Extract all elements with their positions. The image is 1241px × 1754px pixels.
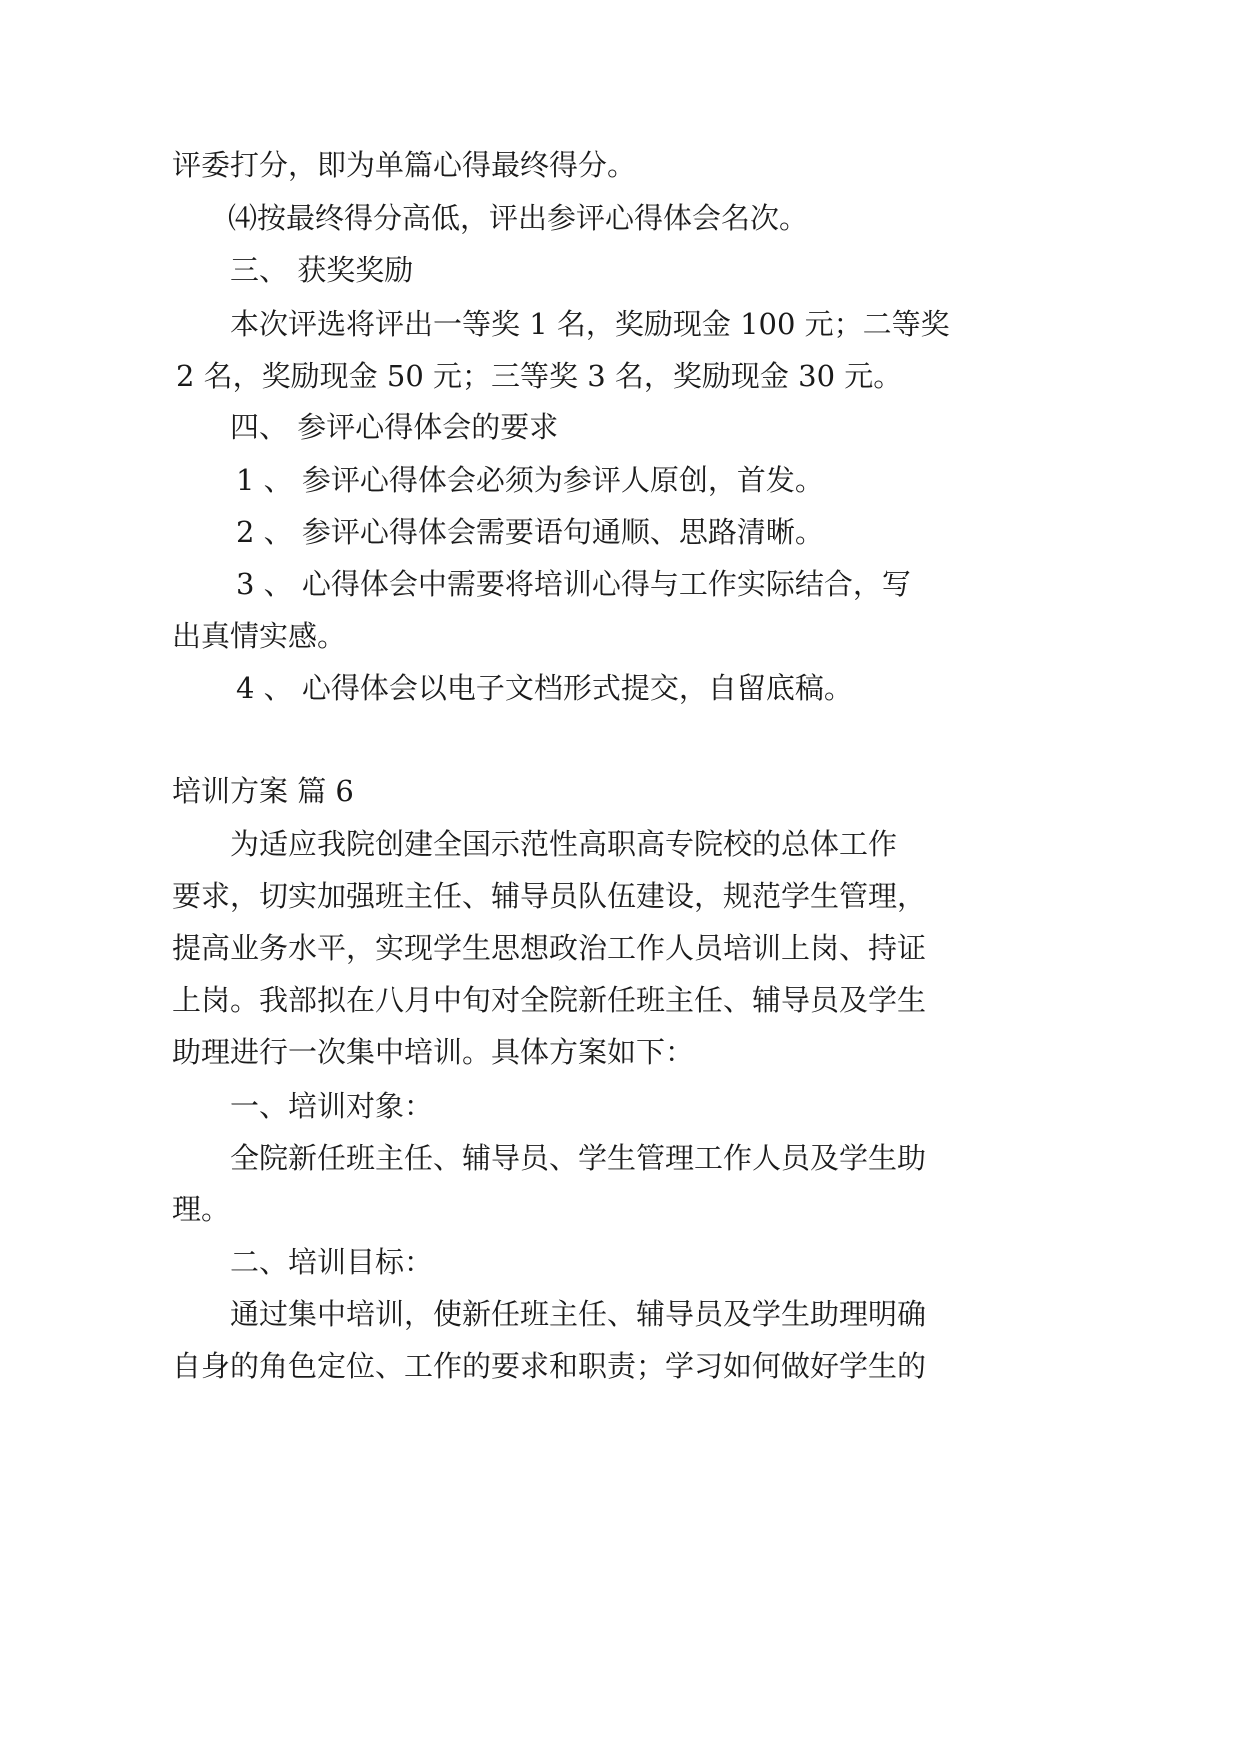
list-item: 1 、 参评心得体会必须为参评人原创，首发。 [236,463,824,497]
list-item: 3 、 心得体会中需要将培训心得与工作实际结合，写 [236,567,911,601]
section-title: 培训方案 篇 6 [172,774,354,808]
text-line: 通过集中培训，使新任班主任、辅导员及学生助理明确 [230,1297,927,1331]
text-line: ⑷按最终得分高低，评出参评心得体会名次。 [228,201,809,235]
text-line: 出真情实感。 [172,619,347,653]
text-line: 全院新任班主任、辅导员、学生管理工作人员及学生助 [230,1141,927,1175]
list-item: 4 、 心得体会以电子文档形式提交，自留底稿。 [236,671,853,705]
section-heading: 四、 参评心得体会的要求 [230,410,559,444]
text-line: 上岗。我部拟在八月中旬对全院新任班主任、辅导员及学生 [172,983,927,1017]
text-line: 要求，切实加强班主任、辅导员队伍建设，规范学生管理， [172,879,927,913]
text-line: 为适应我院创建全国示范性高职高专院校的总体工作 [230,827,898,861]
section-heading: 二、培训目标： [230,1245,434,1279]
text-line: 自身的角色定位、工作的要求和职责；学习如何做好学生的 [172,1349,927,1383]
list-item: 2 、 参评心得体会需要语句通顺、思路清晰。 [236,515,824,549]
text-line: 2 名，奖励现金 50 元；三等奖 3 名，奖励现金 30 元。 [176,359,903,393]
text-line: 评委打分，即为单篇心得最终得分。 [172,148,637,182]
section-heading: 一、培训对象： [230,1089,434,1123]
text-line: 理。 [172,1192,231,1226]
section-heading: 三、 获奖奖励 [230,253,414,287]
text-line: 助理进行一次集中培训。具体方案如下： [172,1035,695,1069]
text-line: 提高业务水平，实现学生思想政治工作人员培训上岗、持证 [172,931,927,965]
text-line: 本次评选将评出一等奖 1 名，奖励现金 100 元；二等奖 [230,307,950,341]
